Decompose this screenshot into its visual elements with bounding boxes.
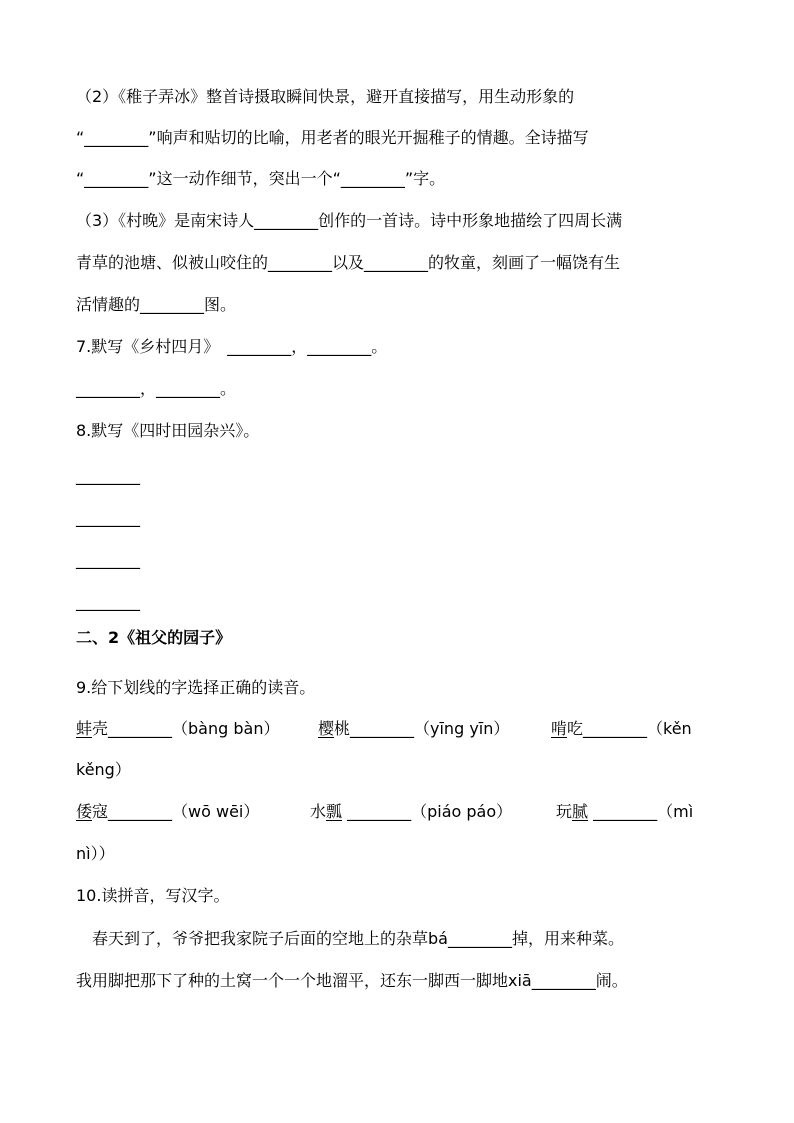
q8-blank-3: ________ (76, 550, 140, 569)
q9-item-kenchi (551, 718, 692, 740)
q7-line2: ________，________。 (76, 379, 237, 398)
q6-part2-line2: “________”响声和贴切的比喻，用老者的眼光开掘稚子的情趣。全诗描写 (76, 128, 589, 147)
q6-part3-line2: 青草的池塘、似被山咬住的________以及________的牧童，刻画了一幅饶有生 (76, 253, 621, 272)
section-title: 二、2《祖父的园子》 (76, 628, 232, 647)
q9-item-bangke (76, 718, 279, 740)
underlined-char: 瓢 (326, 802, 343, 821)
item-rest: 桃________（yīng yīn） (334, 719, 510, 738)
underlined-char: 倭 (76, 802, 93, 821)
q6-part2-line1: （2）《稚子弄冰》整首诗摄取瞬间快景，避开直接描写，用生动形象的 (76, 87, 575, 106)
q8-blank-1: ________ (76, 466, 140, 485)
q8-blank-2: ________ (76, 508, 140, 527)
q8-title: 8.默写《四时田园杂兴》。 (76, 421, 260, 440)
item-rest: 壳________（bàng bàn） (92, 719, 280, 738)
item-rest: ________（mì (588, 802, 694, 821)
q9-row2-continuation: nì）） (76, 844, 115, 863)
q10-line1: 春天到了，爷爷把我家院子后面的空地上的杂草bá________掉，用来种菜。 (76, 929, 624, 948)
q6-part3-line3: 活情趣的________图。 (76, 295, 237, 314)
q9-item-wanni (556, 801, 693, 823)
underlined-char: 腻 (572, 802, 589, 821)
q9-title: 9.给下划线的字选择正确的读音。 (76, 678, 316, 697)
q10-title: 10.读拼音，写汉字。 (76, 886, 230, 905)
item-rest: ________（piáo páo） (342, 802, 513, 821)
underlined-char: 蚌 (76, 719, 93, 738)
q9-item-wokou (76, 801, 259, 823)
underlined-char: 樱 (318, 719, 335, 738)
item-rest: 吃________（kěn (567, 719, 692, 738)
q7-line1: 7.默写《乡村四月》 ________，________。 (76, 337, 388, 356)
q8-blank-4: ________ (76, 592, 140, 611)
item-prefix: 玩 (556, 802, 573, 821)
item-rest: 寇________（wō wēi） (92, 802, 260, 821)
q9-item-yingtao (318, 718, 509, 740)
q9-row1-continuation: kěng） (76, 760, 131, 779)
q9-item-shuipiao (310, 801, 512, 823)
item-prefix: 水 (310, 802, 327, 821)
q6-part2-line3: “________”这一动作细节，突出一个“________”字。 (76, 169, 446, 188)
underlined-char: 啃 (551, 719, 568, 738)
q10-line2: 我用脚把那下了种的土窝一个一个地溜平，还东一脚西一脚地xiā________闹。 (76, 971, 628, 990)
q6-part3-line1: （3）《村晚》是南宋诗人________创作的一首诗。诗中形象地描绘了四周长满 (76, 211, 623, 230)
